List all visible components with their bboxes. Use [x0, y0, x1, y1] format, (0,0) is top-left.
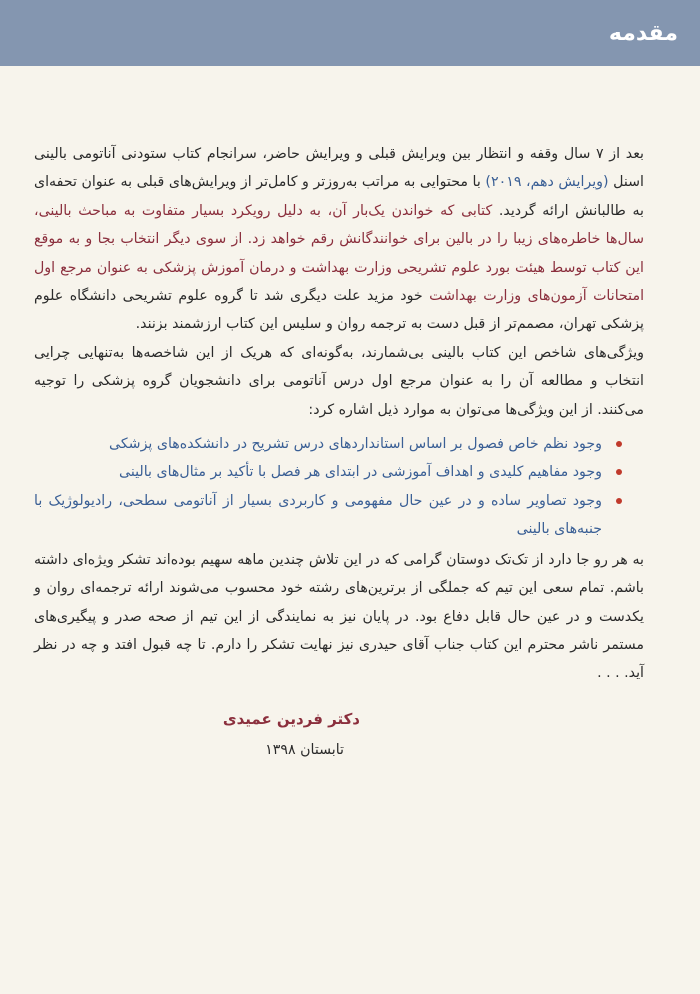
list-item [34, 430, 602, 458]
signature-date: تابستان ۱۳۹۸ [265, 742, 344, 758]
bullet-dot-icon [616, 498, 622, 504]
list-item-text: وجود تصاویر ساده و در عین حال مفهومی و کاربردی بسیار از آناتومی سطحی، رادیولوژیک با جنبه‌های بالینی [34, 492, 602, 538]
list-item [34, 458, 602, 486]
list-item-text: وجود نظم خاص فصول بر اساس استانداردهای درس تشریح در دانشکده‌های پزشکی [109, 436, 602, 453]
intro-text-3: خود مزید علت دیگری شد تا گروه علوم تشریحی دانشگاه علوم پزشکی تهران، مصمم‌تر از قبل دست به ترجمه روان و سلیس این کتاب ارزشمند بزنند. [34, 288, 644, 333]
features-list [34, 430, 644, 544]
intro-text-1: بعد از ۷ سال وقفه و انتظار بین ویرایش قبلی و ویرایش حاضر، سرانجام کتاب ستودنی آناتومی بالینی اسنل [34, 146, 644, 191]
main-content [34, 140, 644, 688]
intro-text-2: با محتوایی به مراتب به‌روزتر و کامل‌تر از ویرایش‌های قبلی به عنوان تحفه‌ای به طالبانش ارائه گردید. [34, 174, 644, 219]
features-paragraph [34, 339, 644, 424]
header-bar [0, 0, 700, 66]
intro-highlight: کتابی که خواندن یک‌بار آن، به دلیل رویکرد بسیار متفاوت به مباحث بالینی، سال‌ها خاطره‌های زیبا را در بالین برای خوانندگانش رقم خواهد زد. از سوی دیگر انتخاب بجا و به موقع این کتاب توسط هیئت بورد علوم تشریحی وزارت بهداشت و درمان آموزش پزشکی به عنوان مرجع اول امتحانات آزمون‌های وزارت بهداشت [34, 202, 645, 305]
bullet-dot-icon [616, 441, 622, 447]
intro-paragraph [34, 140, 644, 339]
edition-note: (ویرایش دهم، ۲۰۱۹) [485, 174, 609, 191]
features-lead: ویژگی‌های شاخص این کتاب بالینی بی‌شمارند، به‌گونه‌ای که هریک از این شاخصه‌ها به‌تنهایی چرایی انتخاب و مطالعه آن را به عنوان مرجع اول درس آناتومی برای دانشجویان گروه پزشکی را توجیه می‌کنند. از این ویژگی‌ها می‌توان به موارد ذیل اشاره کرد: [34, 344, 644, 418]
page-title: مقدمه [608, 20, 678, 46]
bullet-dot-icon [616, 469, 622, 475]
list-item [34, 487, 602, 544]
closing-text: به هر رو جا دارد از تک‌تک دوستان گرامی که در این تلاش چندین ماهه سهیم بوده‌اند تشکر ویژه‌ای داشته باشم. تمام سعی این تیم که جملگی از برترین‌های رشته خود محسوب می‌شوند ارائه ترجمه‌ای روان و یکدست و در عین حال قابل دفاع بود. در پایان نیز به نمایندگی از این تیم از صحه صدر و پیگیری‌های مستمر ناشر محترم این کتاب جناب آقای حیدری نیز نهایت تشکر را دارم. تا چه قبول افتد و چه در نظر آید. . . . [34, 551, 644, 682]
author-name: دکتر فردین عمیدی [222, 710, 360, 728]
list-item-text: وجود مفاهیم کلیدی و اهداف آموزشی در ابتدای هر فصل با تأکید بر مثال‌های بالینی [119, 464, 602, 481]
closing-paragraph [34, 546, 644, 688]
